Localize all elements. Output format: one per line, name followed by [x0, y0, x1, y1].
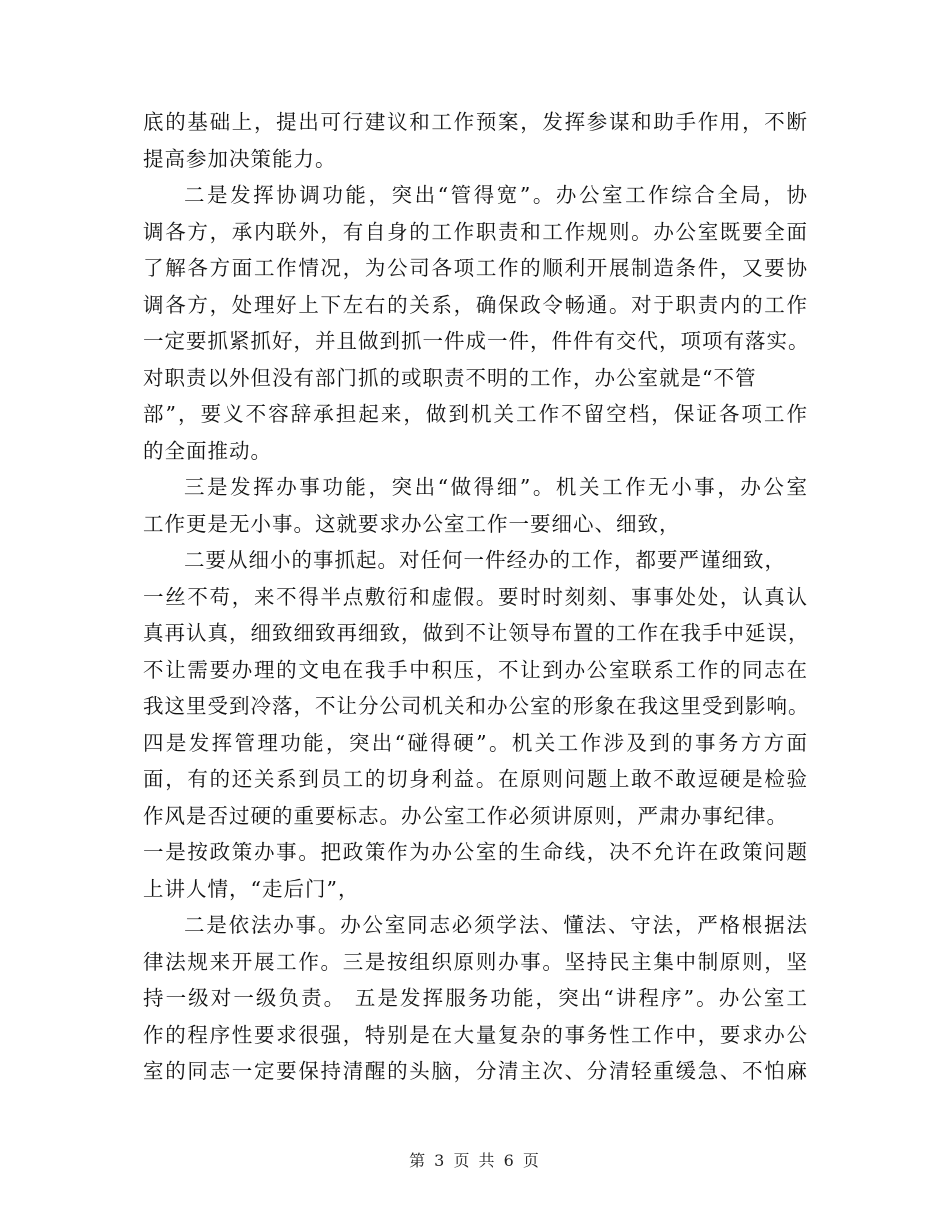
text-line: 面，有的还关系到员工的切身利益。在原则问题上敢不敢逗硬是检验 — [143, 767, 808, 791]
text-line: 不让需要办理的文电在我手中积压，不让到办公室联系工作的同志在 — [143, 657, 808, 682]
text-line: 调各方，承内联外，有自身的工作职责和工作规则。办公室既要全面 — [143, 219, 808, 244]
text-line: 二是依法办事。办公室同志必须学法、懂法、守法，严格根据法 — [184, 913, 808, 937]
text-line: 真再认真，细致细致再细致，做到不让领导布置的工作在我手中延误， — [143, 621, 810, 645]
text-line: 底的基础上，提出可行建议和工作预案，发挥参谋和助手作用，不断 — [143, 110, 808, 134]
text-line: 持一级对一级负责。 五是发挥服务功能，突出“讲程序”。办公室工 — [143, 986, 808, 1010]
text-line: 部”，要义不容辞承担起来，做到机关工作不留空档，保证各项工作 — [143, 402, 808, 426]
text-line: 工作更是无小事。这就要求办公室工作一要细心、细致， — [143, 511, 681, 536]
text-line: 了解各方面工作情况，为公司各项工作的顺利开展制造条件，又要协 — [143, 256, 808, 280]
text-line: 一丝不苟，来不得半点敷衍和虚假。要时时刻刻、事事处处，认真认 — [143, 584, 808, 609]
text-line: 上讲人情，“走后门”， — [143, 876, 360, 901]
page-number-footer: 第 3 页 共 6 页 — [409, 1151, 541, 1170]
text-line: 作的程序性要求很强，特别是在大量复杂的事务性工作中，要求办公 — [143, 1022, 808, 1047]
text-line: 二是发挥协调功能，突出“管得宽”。办公室工作综合全局，协 — [184, 183, 808, 207]
text-line: 律法规来开展工作。三是按组织原则办事。坚持民主集中制原则，坚 — [143, 949, 808, 974]
text-line: 作风是否过硬的重要标志。办公室工作必须讲原则，严肃办事纪律。 — [143, 803, 788, 828]
text-line: 三是发挥办事功能，突出“做得细”。机关工作无小事，办公室 — [184, 475, 808, 499]
document-body — [143, 104, 808, 1090]
text-line: 的全面推动。 — [143, 438, 272, 463]
text-line: 一是按政策办事。把政策作为办公室的生命线，决不允许在政策问题 — [143, 840, 808, 864]
text-line: 一定要抓紧抓好，并且做到抓一件成一件，件件有交代，项项有落实。 — [143, 329, 810, 353]
text-line: 二要从细小的事抓起。对任何一件经办的工作，都要严谨细致， — [184, 548, 786, 572]
text-line: 室的同志一定要保持清醒的头脑，分清主次、分清轻重缓急、不怕麻 — [143, 1059, 808, 1083]
text-line: 对职责以外但没有部门抓的或职责不明的工作，办公室就是“不管 — [143, 365, 757, 390]
text-line: 提高参加决策能力。 — [143, 146, 337, 171]
text-line: 我这里受到冷落，不让分公司机关和办公室的形象在我这里受到影响。 — [143, 694, 810, 718]
text-line: 四是发挥管理功能，突出“碰得硬”。机关工作涉及到的事务方方面 — [143, 730, 808, 755]
text-line: 调各方，处理好上下左右的关系，确保政令畅通。对于职责内的工作 — [143, 292, 808, 317]
